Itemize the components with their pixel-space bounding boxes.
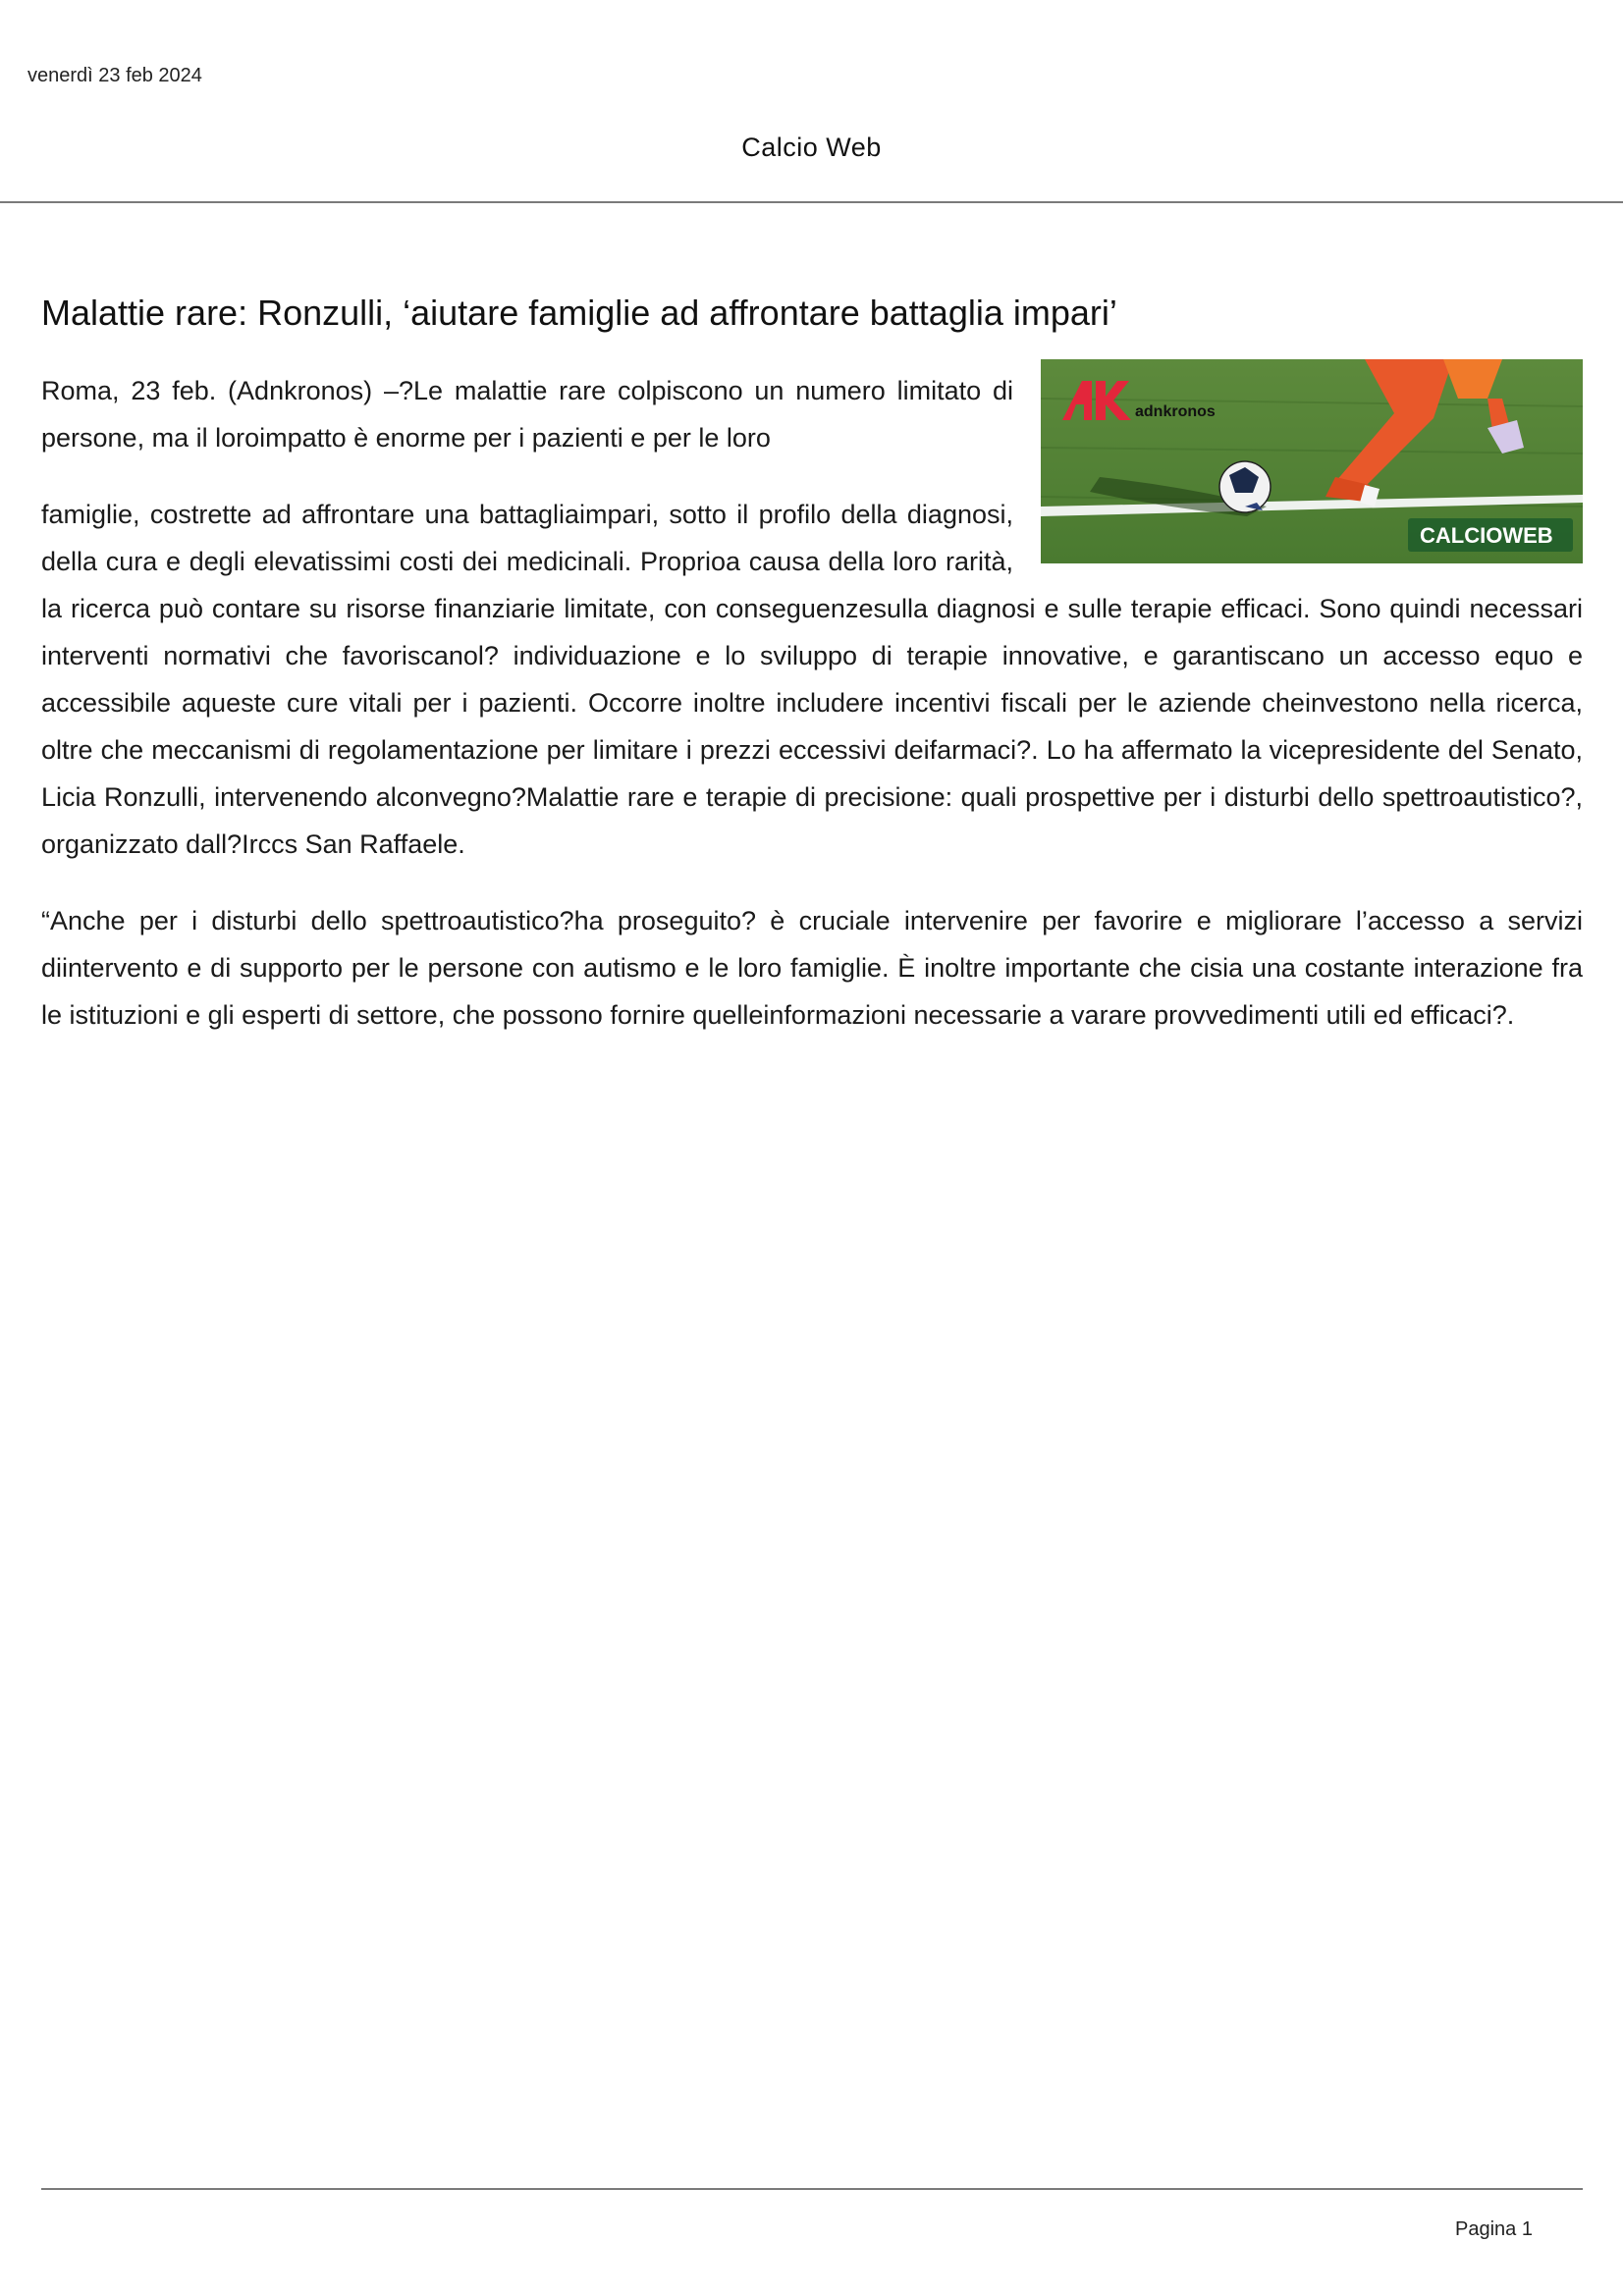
- svg-text:adnkronos: adnkronos: [1135, 403, 1216, 420]
- article-paragraph: Roma, 23 feb. (Adnkronos) –?Le malattie rare colpiscono un numero limitato di persone, ma il loroimpatto è enorme per i pazienti e per le loro: [41, 376, 1013, 453]
- publication-date: venerdì 23 feb 2024: [27, 65, 202, 86]
- article-image: [1041, 359, 1583, 563]
- footer-divider: [41, 2188, 1583, 2190]
- article-paragraph: famiglie, costrette ad affrontare una battagliaimpari, sotto il profilo della diagnosi, della cura e degli elevatissimi costi dei medicinali. Proprioa causa della loro rarità, la ricerca può contare su risorse finanziarie limitate, con conseguenzesulla diagnosi e sulle terapie efficaci. Sono quindi necessari interventi normativi che favoriscanol? individuazione e lo sviluppo di terapie innovative, e garantiscano un accesso equo e accessibile aqueste cure vitali per i pazienti. Occorre inoltre includere incentivi fiscali per le aziende cheinvestono nella ricerca, oltre che meccanismi di regolamentazione per limitare i prezzi eccessivi deifarmaci?. Lo ha affermato la vicepresidente del Senato, Licia Ronzulli, intervenendo alconvegno?Malattie rare e terapie di precisione: quali prospettive per i disturbi dello spettroautistico?, organizzato dall?Irccs San Raffaele.: [41, 500, 1583, 859]
- site-title: Calcio Web: [741, 133, 882, 162]
- svg-text:CALCIOWEB: CALCIOWEB: [1420, 523, 1553, 548]
- article-body: [41, 367, 1583, 1039]
- article-title: Malattie rare: Ronzulli, ‘aiutare famiglie ad affrontare battaglia impari’: [41, 293, 1117, 333]
- calcioweb-watermark: [1408, 518, 1573, 552]
- header-divider: [0, 201, 1623, 203]
- article-paragraph: “Anche per i disturbi dello spettroautistico?ha proseguito? è cruciale intervenire per favorire e migliorare l’accesso a servizi diintervento e di supporto per le persone con autismo e le loro famiglie. È inoltre importante che cisia una costante interazione fra le istituzioni e gli esperti di settore, che possono fornire quelleinformazioni necessarie a varare provvedimenti utili ed efficaci?.: [41, 906, 1583, 1030]
- page-number: Pagina 1: [1455, 2218, 1533, 2240]
